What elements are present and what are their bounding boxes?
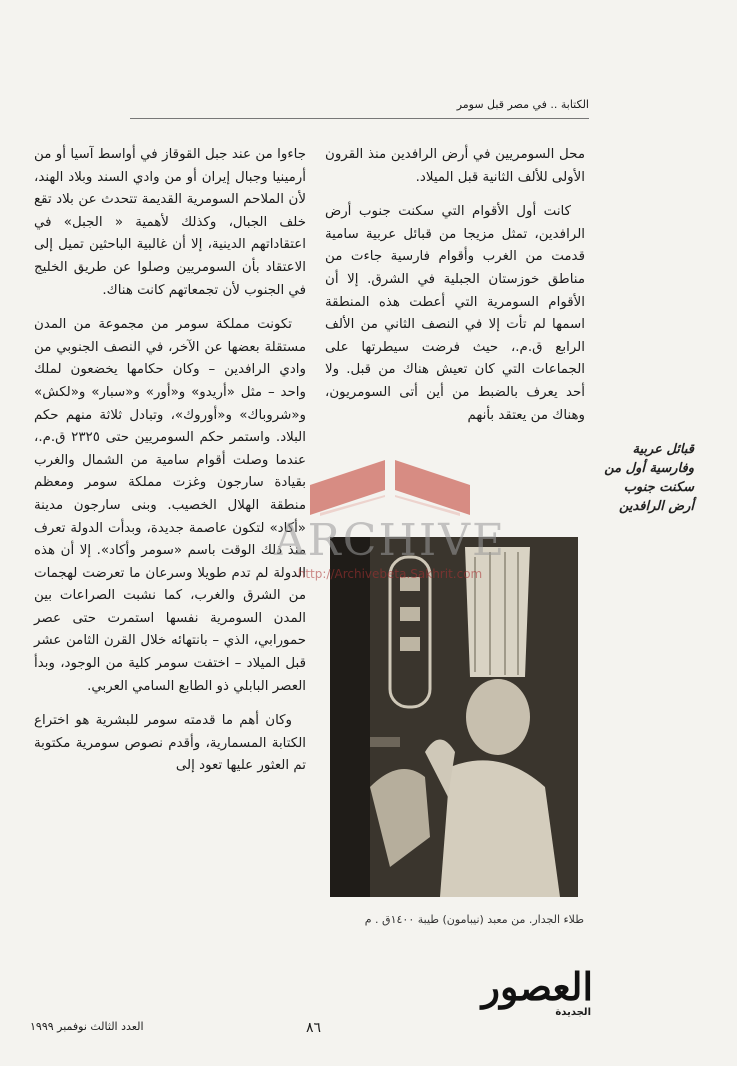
watermark-url: http://Archivebeta.Sakhrit.com — [297, 567, 483, 581]
figure-caption: طلاء الجدار. من معبد (نيبامون) طيبة ١٤٠٠ق . م — [364, 913, 584, 926]
painting-illustration — [330, 537, 578, 897]
paragraph: محل السومريين في أرض الرافدين منذ القرون الأولى للألف الثانية قبل الميلاد. — [325, 147, 585, 185]
watermark-text: ARCHIVE — [273, 515, 507, 566]
right-column — [325, 144, 585, 439]
pull-quote: قبائل عربية وفارسية أول من سكنت جنوب أرض الرافدين — [604, 442, 694, 514]
magazine-logo — [481, 964, 593, 1025]
running-title: الكتابة .. في مصر قبل سومر — [456, 98, 589, 111]
paragraph: تكونت مملكة سومر من مجموعة من المدن مستقلة بعضها عن الآخر، في النصف الجنوبي من وادي الرافدين – وكان حكامها يخضعون لملك واحد – مثل «أريدو» و«أور» و«سبار» و«لكش» و«شروباك» و«أوروك»، وتبادل ثلاثة منهم حكم البلاد. واستمر حكم السومريين حتى ٢٣٢٥ ق.م.، عندما وصلت أقوام سامية من الشمال والغرب بقيادة سارجون وغزت مملكة سومر ومعظم منطقة الهلال الخصيب. وبنى سارجون مدينة «أكاد» لتكون عاصمة جديدة، وبدأت الدولة تعرف منذ ذلك الوقت باسم «سومر وأكاد». إلا أن هذه الدولة لم تدم طويلا وسرعان ما تعرضت لهجمات من الشرق والغرب، كما نشبت الصراعات بين المدن السومرية نفسها استمرت حتى عصر حمورابي، الذي – بانتهائه خلال القرن الثامن عشر قبل الميلاد – اختفت سومر كلية من الوجود، وبدأ العصر البابلي ذو الطابع السامي العربي. — [34, 317, 306, 694]
issue-info: العدد الثالث نوفمبر ١٩٩٩ — [30, 1020, 144, 1033]
logo-title: العصور — [481, 964, 593, 1009]
paragraph: وكان أهم ما قدمته سومر للبشرية هو اختراع الكتابة المسمارية، وأقدم نصوص سومرية مكتوبة تم العثور عليها تعود إلى — [34, 713, 306, 774]
egyptian-wall-painting-photo — [330, 537, 578, 897]
paragraph: كانت أول الأقوام التي سكنت جنوب أرض الرافدين، تمثل مزيجا من قبائل عربية سامية قدمت من الغرب وأقوام فارسية جاءت من مناطق خوزستان الجبلية في الشرق. إلا أن الأقوام السومرية التي أعطت هذه المنطقة اسمها لم تأت إلا في النصف الثاني من الألف الرابع ق.م.، حيث فرضت سيطرتها على الجماعات التي كان تعيش هناك من قبل. ولا أحد يعرف بالضبط من أين أتى السومريون، وهناك من يعتقد بأنهم — [325, 204, 585, 423]
paragraph: جاءوا من عند جبل القوقاز في أواسط آسيا أو من أرمينيا وجبال إيران أو من وادي السند وبلاد الهند، لأن الملاحم السومرية القديمة تتحدث عن بلاد تقع خلف الجبال، وكذلك لأهمية « الجبل» في اعتقاداتهم الدينية، إلا أن غالبية الباحثين تميل إلى الاعتقاد بأن السومريين وصلوا عن طريق الخليج في الجنوب لأن تجمعاتهم كانت هناك. — [34, 147, 306, 298]
header-rule — [130, 118, 589, 119]
page-number: ٨٦ — [306, 1020, 322, 1036]
archive-watermark — [250, 455, 530, 585]
logo-subtitle: الجديدة — [555, 1007, 591, 1018]
